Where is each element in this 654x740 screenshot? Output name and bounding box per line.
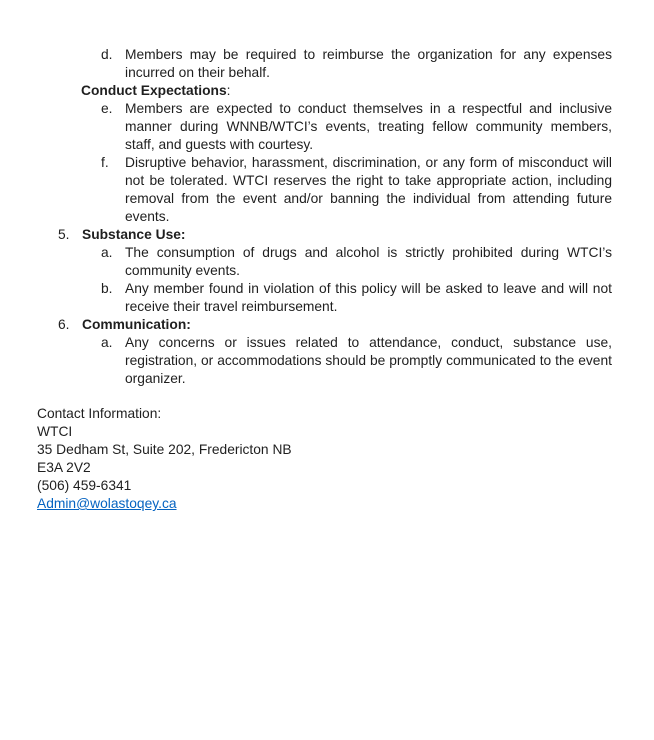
list-marker: a.: [101, 245, 113, 260]
contact-heading: Contact Information:: [37, 406, 162, 421]
list-marker: 5.: [58, 227, 70, 242]
list-item: [101, 244, 612, 280]
section-heading-text: [81, 82, 612, 100]
list-item: [101, 280, 612, 316]
list-marker: 6.: [58, 317, 70, 332]
list-marker: f.: [101, 155, 109, 170]
numbered-item-title: Communication:: [82, 317, 191, 332]
list-item-text: Members may be required to reimburse the organization for any expenses incurred on their behalf.: [125, 47, 612, 80]
contact-postal-code: E3A 2V2: [37, 460, 91, 475]
list-item: [101, 46, 612, 82]
list-item: [101, 334, 612, 388]
numbered-item-substance-use: [58, 226, 612, 244]
list-marker: b.: [101, 281, 113, 296]
list-item-text: The consumption of drugs and alcohol is strictly prohibited during WTCI’s community events.: [125, 245, 612, 278]
numbered-item-communication: [58, 316, 612, 334]
contact-block: [37, 405, 654, 513]
contact-phone: (506) 459-6341: [37, 478, 132, 493]
numbered-item-title: Substance Use:: [82, 227, 186, 242]
list-item-text: Disruptive behavior, harassment, discrimination, or any form of misconduct will not be tolerated. WTCI reserves the right to take appropriate action, including removal from the event and/or banning the individual from attending future events.: [125, 155, 612, 224]
section-heading-conduct-expectations: [81, 82, 612, 100]
list-item-text: Any member found in violation of this policy will be asked to leave and will not receive their travel reimbursement.: [125, 281, 612, 314]
section-heading-bold: Conduct Expectations: [81, 83, 227, 98]
list-marker: e.: [101, 101, 113, 116]
contact-address: 35 Dedham St, Suite 202, Fredericton NB: [37, 442, 292, 457]
list-marker: a.: [101, 335, 113, 350]
list-marker: d.: [101, 47, 113, 62]
contact-organization: WTCI: [37, 424, 73, 439]
list-item-text: Any concerns or issues related to attendance, conduct, substance use, registration, or accommodations should be promptly communicated to the event organizer.: [125, 335, 612, 386]
list-item: [101, 154, 612, 226]
email-link[interactable]: Admin@wolastoqey.ca: [37, 496, 177, 511]
list-item: [101, 100, 612, 154]
list-item-text: Members are expected to conduct themselves in a respectful and inclusive manner during WNNB/WTCI’s events, treating fellow community members, staff, and guests with courtesy.: [125, 101, 612, 152]
section-heading-colon: :: [226, 83, 231, 98]
